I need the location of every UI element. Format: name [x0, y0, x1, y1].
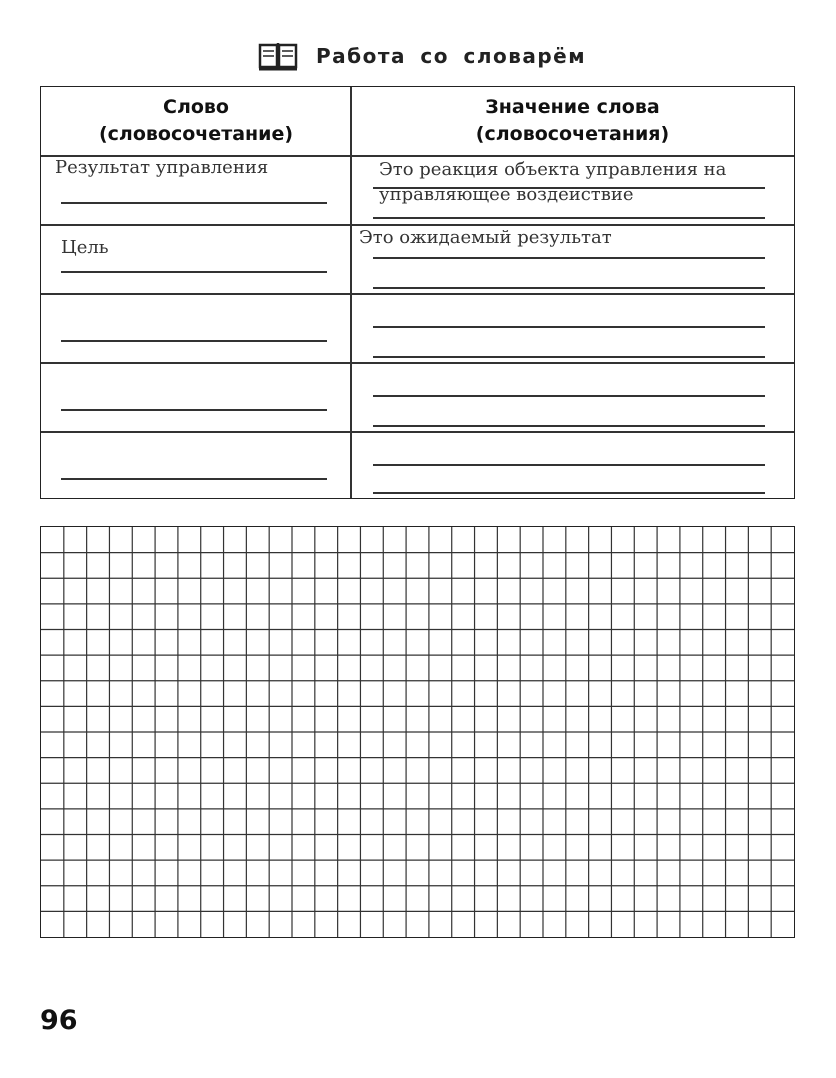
row-divider: [41, 362, 794, 364]
writing-line: [373, 356, 765, 358]
writing-line: [61, 478, 327, 480]
writing-line: [373, 425, 765, 427]
writing-line: [373, 257, 765, 259]
grid-lines: [41, 527, 794, 937]
column-header-meaning-line2: (словосочетания): [475, 123, 670, 145]
column-header-meaning: [351, 87, 794, 155]
section-title: Работа со словарём: [316, 44, 587, 68]
writing-line: [61, 202, 327, 204]
book-icon: [258, 39, 298, 73]
row-divider: [41, 431, 794, 433]
writing-line: [61, 271, 327, 273]
page-number: 96: [40, 1005, 78, 1036]
writing-line: [373, 395, 765, 397]
writing-line: [373, 217, 765, 219]
squared-grid: [40, 526, 795, 938]
writing-line: [373, 492, 765, 494]
row-divider: [41, 293, 794, 295]
column-header-word: [41, 87, 351, 155]
column-header-word-line2: (словосочетание): [98, 123, 294, 145]
column-header-word-line1: Слово: [163, 96, 229, 118]
table-cell-meaning: управляющее воздействие: [379, 184, 634, 205]
row-divider: [41, 224, 794, 226]
table-cell-meaning: Это ожидаемый результат: [359, 227, 612, 248]
table-cell-word: Результат управления: [55, 157, 269, 178]
column-header-meaning-line1: Значение слова: [485, 96, 660, 118]
writing-line: [373, 287, 765, 289]
writing-line: [373, 464, 765, 466]
writing-line: [61, 340, 327, 342]
writing-line: [61, 409, 327, 411]
writing-line: [373, 326, 765, 328]
table-cell-meaning: Это реакция объекта управления на: [379, 159, 727, 180]
table-cell-word: Цель: [61, 237, 109, 258]
vocabulary-table: [40, 86, 795, 499]
section-header: [258, 38, 586, 74]
